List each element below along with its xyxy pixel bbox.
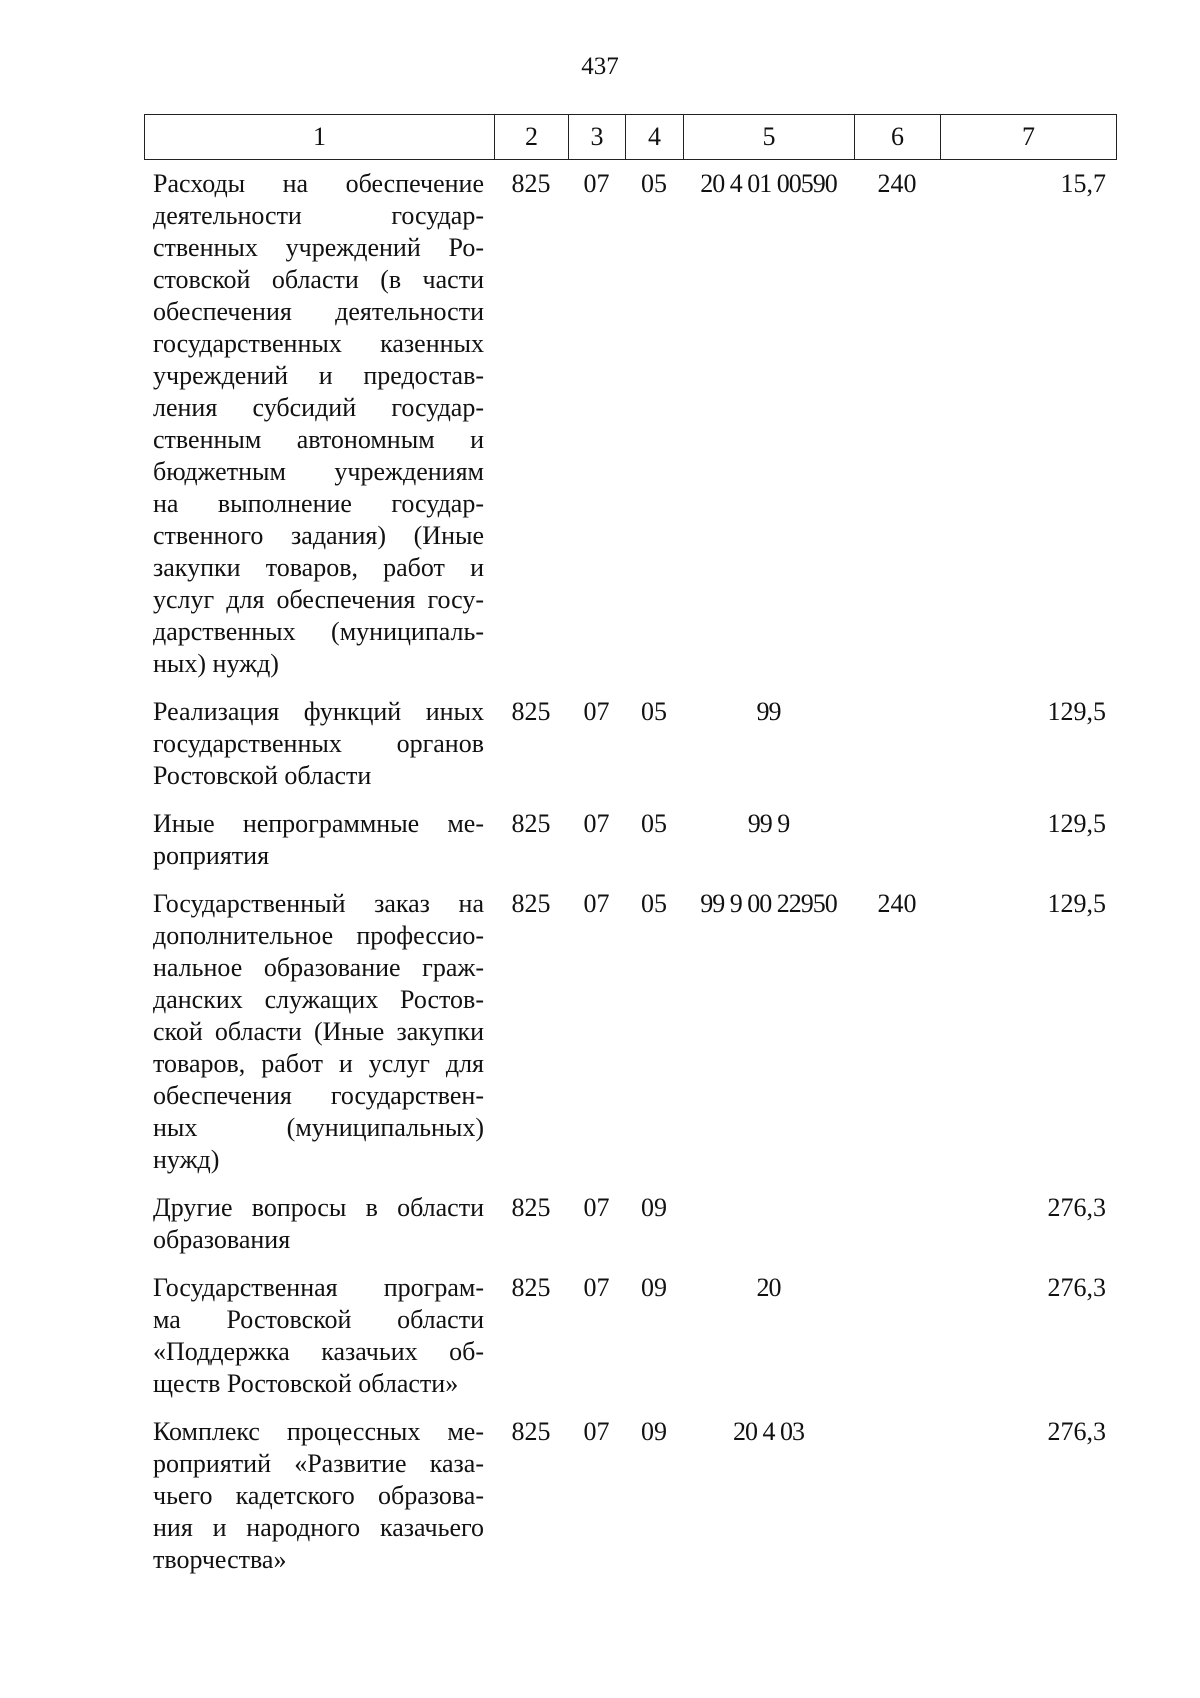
row-description [144, 1272, 494, 1400]
row-code-subsection: 05 [641, 169, 667, 198]
row-code-subsection: 09 [641, 1273, 667, 1302]
row-amount: 276,3 [1047, 1417, 1106, 1446]
description-line: государственных казенных [153, 329, 484, 358]
row-code-target: 99 [756, 697, 781, 726]
description-line: Государственный заказ на [153, 889, 484, 918]
row-amount: 129,5 [1047, 889, 1106, 918]
row-code-section: 07 [583, 889, 610, 918]
description-line: дарственных (муниципаль- [153, 617, 484, 646]
row-amount: 15,7 [1060, 169, 1106, 198]
row-code-subsection: 09 [641, 1193, 667, 1222]
description-line: «Поддержка казачьих об- [153, 1337, 484, 1366]
description-line: учреждений и предостав- [153, 361, 484, 390]
header-col-6: 6 [855, 115, 941, 160]
description-line: Реализация функций иных [153, 697, 484, 726]
row-code-ministry: 825 [511, 809, 551, 838]
row-code-subsection: 05 [641, 889, 667, 918]
header-row [145, 115, 1117, 160]
row-code-section: 07 [583, 1273, 610, 1302]
description-line: данских служащих Ростов- [153, 985, 484, 1014]
description-line: Иные непрограммные ме- [153, 809, 484, 838]
description-line: ления субсидий государ- [153, 393, 484, 422]
description-line: ществ Ростовской области» [153, 1369, 459, 1398]
header-col-2: 2 [495, 115, 569, 160]
header-col-5: 5 [684, 115, 855, 160]
table-body [144, 168, 1116, 1592]
description-line: нальное образование граж- [153, 953, 484, 982]
description-line: ния и народного казачьего [153, 1513, 484, 1542]
row-code-ministry: 825 [511, 1273, 551, 1302]
description-line: образования [153, 1225, 291, 1254]
row-code-target: 99 9 [747, 809, 790, 838]
header-col-4: 4 [626, 115, 684, 160]
row-code-target: 20 4 03 [733, 1417, 804, 1446]
description-line: на выполнение государ- [153, 489, 484, 518]
row-code-subsection: 05 [641, 809, 667, 838]
row-code-target: 20 [756, 1273, 781, 1302]
table-row [144, 1272, 1116, 1400]
row-amount: 129,5 [1047, 809, 1106, 838]
row-code-ministry: 825 [511, 889, 551, 918]
description-line: ных (муниципальных) [153, 1113, 484, 1142]
table-header [144, 114, 1117, 160]
description-line: государственных органов [153, 729, 484, 758]
table-row [144, 168, 1116, 680]
table-row [144, 888, 1116, 1176]
row-code-ministry: 825 [511, 697, 551, 726]
row-code-section: 07 [583, 809, 610, 838]
description-line: Комплекс процессных ме- [153, 1417, 484, 1446]
description-line: ской области (Иные закупки [153, 1017, 484, 1046]
row-amount: 276,3 [1047, 1273, 1106, 1302]
description-line: деятельности государ- [153, 201, 484, 230]
row-code-target [683, 1192, 854, 1256]
header-col-1: 1 [145, 115, 495, 160]
row-description [144, 808, 494, 872]
row-code-section: 07 [583, 169, 610, 198]
table-row [144, 808, 1116, 872]
description-line: Ростовской области [153, 761, 372, 790]
row-code-expense-type [854, 1192, 940, 1256]
row-amount: 129,5 [1047, 697, 1106, 726]
row-description [144, 1416, 494, 1576]
description-line: бюджетным учреждениям [153, 457, 484, 486]
row-code-section: 07 [583, 1417, 610, 1446]
description-line: стовской области (в части [153, 265, 484, 294]
table-row [144, 696, 1116, 792]
description-line: нужд) [153, 1145, 220, 1174]
row-code-expense-type [854, 696, 940, 792]
description-line: роприятий «Развитие каза- [153, 1449, 484, 1478]
description-line: дополнительное профессио- [153, 921, 484, 950]
row-description [144, 888, 494, 1176]
description-line: услуг для обеспечения госу- [153, 585, 484, 614]
row-amount: 276,3 [1047, 1193, 1106, 1222]
description-line: товаров, работ и услуг для [153, 1049, 484, 1078]
description-line: ма Ростовской области [153, 1305, 484, 1334]
description-line: ственным автономным и [153, 425, 484, 454]
description-line: роприятия [153, 841, 270, 870]
description-line: Расходы на обеспечение [153, 169, 484, 198]
row-code-expense-type [854, 1416, 940, 1576]
header-col-7: 7 [941, 115, 1117, 160]
row-code-section: 07 [583, 1193, 610, 1222]
row-code-ministry: 825 [511, 1417, 551, 1446]
row-code-expense-type: 240 [877, 169, 917, 198]
description-line: чьего кадетского образова- [153, 1481, 484, 1510]
description-line: ственных учреждений Ро- [153, 233, 484, 262]
row-code-section: 07 [583, 697, 610, 726]
description-line: закупки товаров, работ и [153, 553, 484, 582]
row-code-expense-type [854, 808, 940, 872]
header-col-3: 3 [569, 115, 626, 160]
row-code-target: 20 4 01 00590 [700, 169, 837, 198]
description-line: творчества» [153, 1545, 287, 1574]
row-description [144, 168, 494, 680]
description-line: обеспечения государствен- [153, 1081, 484, 1110]
row-code-expense-type [854, 1272, 940, 1400]
row-description [144, 1192, 494, 1256]
table-row [144, 1416, 1116, 1576]
table-row [144, 1192, 1116, 1256]
row-code-subsection: 09 [641, 1417, 667, 1446]
description-line: ных) нужд) [153, 649, 279, 678]
row-code-ministry: 825 [511, 169, 551, 198]
row-code-subsection: 05 [641, 697, 667, 726]
page-number: 437 [581, 53, 619, 80]
row-code-target: 99 9 00 22950 [700, 889, 837, 918]
row-code-ministry: 825 [511, 1193, 551, 1222]
description-line: Государственная програм- [153, 1273, 484, 1302]
row-code-expense-type: 240 [877, 889, 917, 918]
description-line: ственного задания) (Иные [153, 521, 484, 550]
description-line: обеспечения деятельности [153, 297, 484, 326]
row-description [144, 696, 494, 792]
description-line: Другие вопросы в области [153, 1193, 484, 1222]
